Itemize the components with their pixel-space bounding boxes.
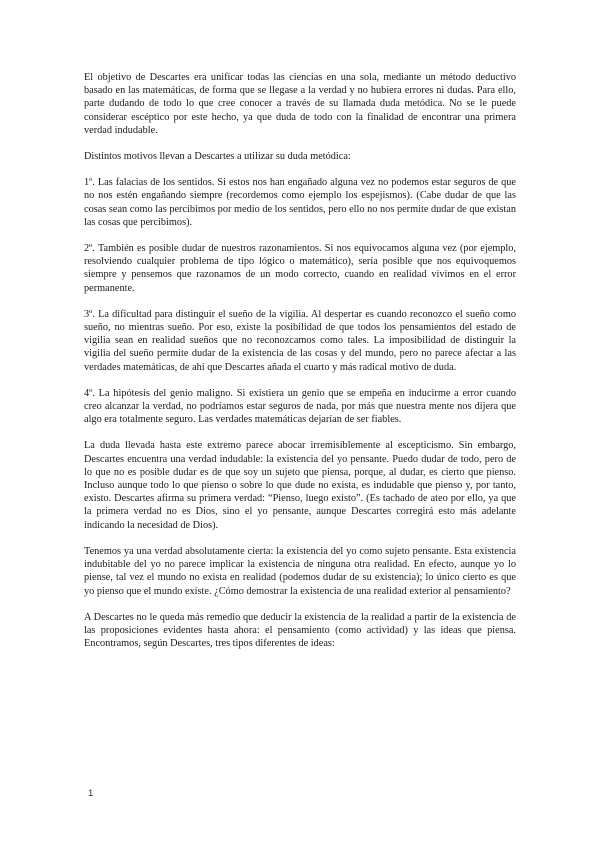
paragraph-motive-1: 1º. Las falacias de los sentidos. Si estos nos han engañado alguna vez no podemos estar seguros de que no nos estén engañando siempre (recordemos como ejemplo los espejismos). (Cabe dudar de que las cosas sean como las percibimos por medio de los sentidos, pero ello no nos permite dudar de que existan las cosas que percibimos).	[84, 177, 516, 228]
paragraph-motive-4: 4º. La hipótesis del genio maligno. Si existiera un genio que se empeña en inducirme a error cuando creo alcanzar la verdad, no podríamos estar seguros de nada, por más que nuestra mente nos dijera que algo era totalmente seguro. Las verdades matemáticas dejarían de ser fiables.	[84, 387, 516, 426]
paragraph-ideas: A Descartes no le queda más remedio que deducir la existencia de la realidad a partir de la existencia de las proposiciones evidentes hasta ahora: el pensamiento (como actividad) y las ideas que piensa. Encontramos, según Descartes, tres tipos diferentes de ideas:	[84, 611, 516, 650]
paragraph-motives: Distintos motivos llevan a Descartes a utilizar su duda metódica:	[84, 151, 351, 163]
page-number: 1	[88, 788, 94, 799]
paragraph-cogito: La duda llevada hasta este extremo parece abocar irremisiblemente al escepticismo. Sin embargo, Descartes encuentra una verdad indudable: la existencia del yo pensante. Puedo dudar de todo, pero de lo que no es posible dudar es de que soy un sujeto que piensa, porque, al dudar, es cierto que pienso. Incluso aunque todo lo que pienso o sobre lo que dude no exista, es indudable que pienso y, por tanto, existo. Descartes afirma su primera verdad: “Pienso, luego existo”. (Es tachado de ateo por ello, ya que la primera verdad no es Dios, sino el yo pensante, aunque Descartes corregirá esto más adelante indicando la necesidad de Dios).	[84, 440, 516, 531]
paragraph-motive-2: 2º. También es posible dudar de nuestros razonamientos. Si nos equivocamos alguna vez (por ejemplo, resolviendo cualquier problema de tipo lógico o matemático), sería posible que nos equivoquemos siempre y pensemos que razonamos de un modo correcto, cuando en realidad vivimos en el error permanente.	[84, 243, 516, 294]
paragraph-certain-truth: Tenemos ya una verdad absolutamente cierta: la existencia del yo como sujeto pensante. Esta existencia indubitable del yo no parece implicar la existencia de ninguna otra realidad. En efecto, aunque yo lo piense, tal vez el mundo no exista en realidad (podemos dudar de su existencia); lo único cierto es que yo pienso que el mundo existe. ¿Cómo demostrar la existencia de una realidad exterior al pensamiento?	[84, 545, 516, 597]
paragraph-intro: El objetivo de Descartes era unificar todas las ciencias en una sola, mediante un método deductivo basado en las matemáticas, de forma que se llegase a la verdad y no hubiera errores ni dudas. Para ello, parte dudando de todo lo que cree conocer a través de su llamada duda metódica. No se le puede considerar escéptico por este hecho, ya que duda de todo con la finalidad de encontrar una primera verdad indudable.	[84, 72, 516, 136]
document-body	[84, 71, 516, 663]
paragraph-motive-3: 3º. La dificultad para distinguir el sueño de la vigilia. Al despertar es cuando reconozco el sueño como sueño, no mientras sueño. Por eso, existe la posibilidad de que todos los pensamientos del estado de vigilia sean en realidad sueños que no reconozcamos como tales. La imposibilidad de distinguir la vigilia del sueño permite dudar de la existencia de las cosas y del mundo, pero no parece afectar a las verdades matemáticas, de ahí que Descartes añada el cuarto y más radical motivo de duda.	[84, 308, 516, 373]
